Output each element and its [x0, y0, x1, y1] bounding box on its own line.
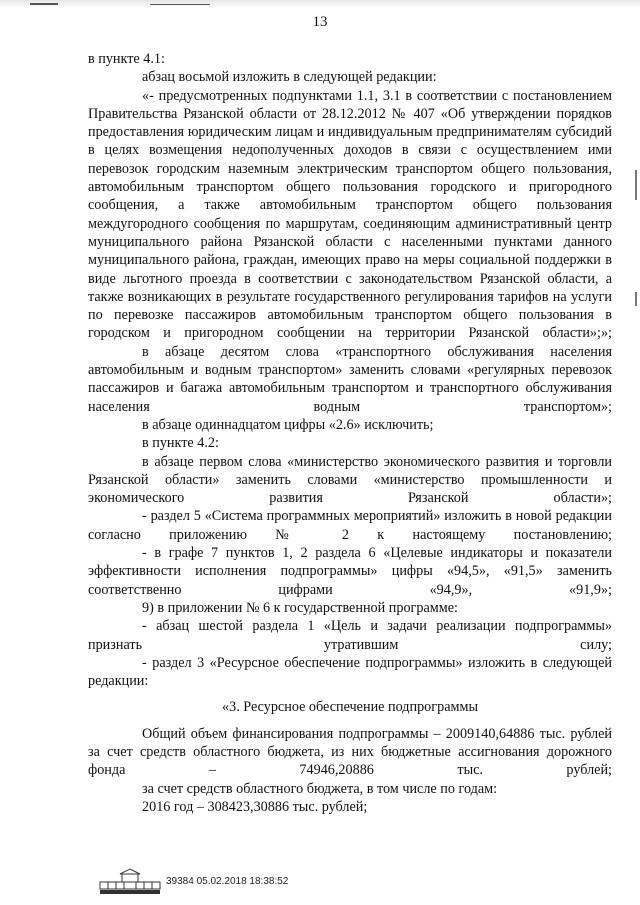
section-heading: «3. Ресурсное обеспечение подпрограммы — [222, 699, 478, 716]
document-body — [88, 50, 612, 816]
paragraph: в абзаце одиннадцатом цифры «2.6» исключить; — [142, 416, 434, 433]
paragraph: в абзаце десятом слова «транспортного обслуживания населения автомобильным и водным транспортом» заменить словами «регулярных перевозок пассажиров и багажа автомобильным транспортом и транспортного обслуживания населения водным транспортом»; — [88, 343, 612, 415]
paragraph: «- предусмотренных подпунктами 1.1, 3.1 в соответствии с постановлением Правительства Рязанской области от 28.12.2012 № 407 «Об утверждении порядков предоставления юридическим лицам и индивидуальным предпринимателям субсидий в целях возмещения недополученных доходов в связи с осуществлением ими перевозок городским наземным электрическим транспортом общего пользования, автомобильным транспортом общего пользования городского и пригородного сообщения, а также автомобильным транспортом общего пользования междугородного сообщения по маршрутам, соединяющим административный центр муниципального района Рязанской области с населенными пунктами данного муниципального района, граждан, имеющих право на меры социальной поддержки в виде льготного проезда в соответствии с законодательством Рязанской области, а также возникающих в результате государственного регулирования тарифов на услуги по перевозке пассажиров автомобильным транспортом общего пользования в городском и пригородном сообщении на территории Рязанской области»;»; — [88, 87, 612, 342]
paragraph: - раздел 3 «Ресурсное обеспечение подпрограммы» изложить в следующей редакции: — [88, 654, 612, 690]
paragraph: в пункте 4.2: — [142, 435, 219, 452]
scan-artifact — [635, 170, 637, 200]
paragraph: - раздел 5 «Система программных мероприятий» изложить в новой редакции согласно приложению № 2 к настоящему постановлению; — [88, 508, 612, 543]
scan-artifact — [150, 4, 210, 5]
document-registration-info: 39384 05.02.2018 18:38:52 — [166, 876, 289, 887]
scan-artifact — [30, 3, 58, 5]
paragraph: - абзац шестой раздела 1 «Цель и задачи реализации подпрограммы» признать утратившим силу; — [88, 618, 612, 653]
page-number: 13 — [312, 14, 328, 30]
paragraph: в пункте 4.1: — [88, 51, 165, 67]
document-footer — [98, 868, 398, 896]
government-stamp-icon — [98, 868, 162, 896]
scan-edge-top — [0, 0, 640, 8]
paragraph: абзац восьмой изложить в следующей редакции: — [142, 69, 437, 86]
paragraph: за счет средств областного бюджета, в том числе по годам: — [142, 780, 498, 797]
scan-artifact — [635, 292, 637, 306]
paragraph: Общий объем финансирования подпрограммы – 2009140,64886 тыс. рублей за счет средств областного бюджета, из них бюджетные ассигнования дорожного фонда – 74946,20886 тыс. рублей; — [88, 725, 612, 779]
paragraph: в абзаце первом слова «министерство экономического развития и торговли Рязанской области» заменить словами «министерство промышленности и экономического развития Рязанской области»; — [88, 453, 612, 507]
paragraph: 9) в приложении № 6 к государственной программе: — [142, 599, 458, 616]
paragraph: - в графе 7 пунктов 1, 2 раздела 6 «Целевые индикаторы и показатели эффективности исполнения подпрограммы» цифры «94,5», «91,5» заменить соответственно цифрами «94,9», «91,9»; — [88, 545, 612, 598]
paragraph: 2016 год – 308423,30886 тыс. рублей; — [142, 798, 368, 815]
